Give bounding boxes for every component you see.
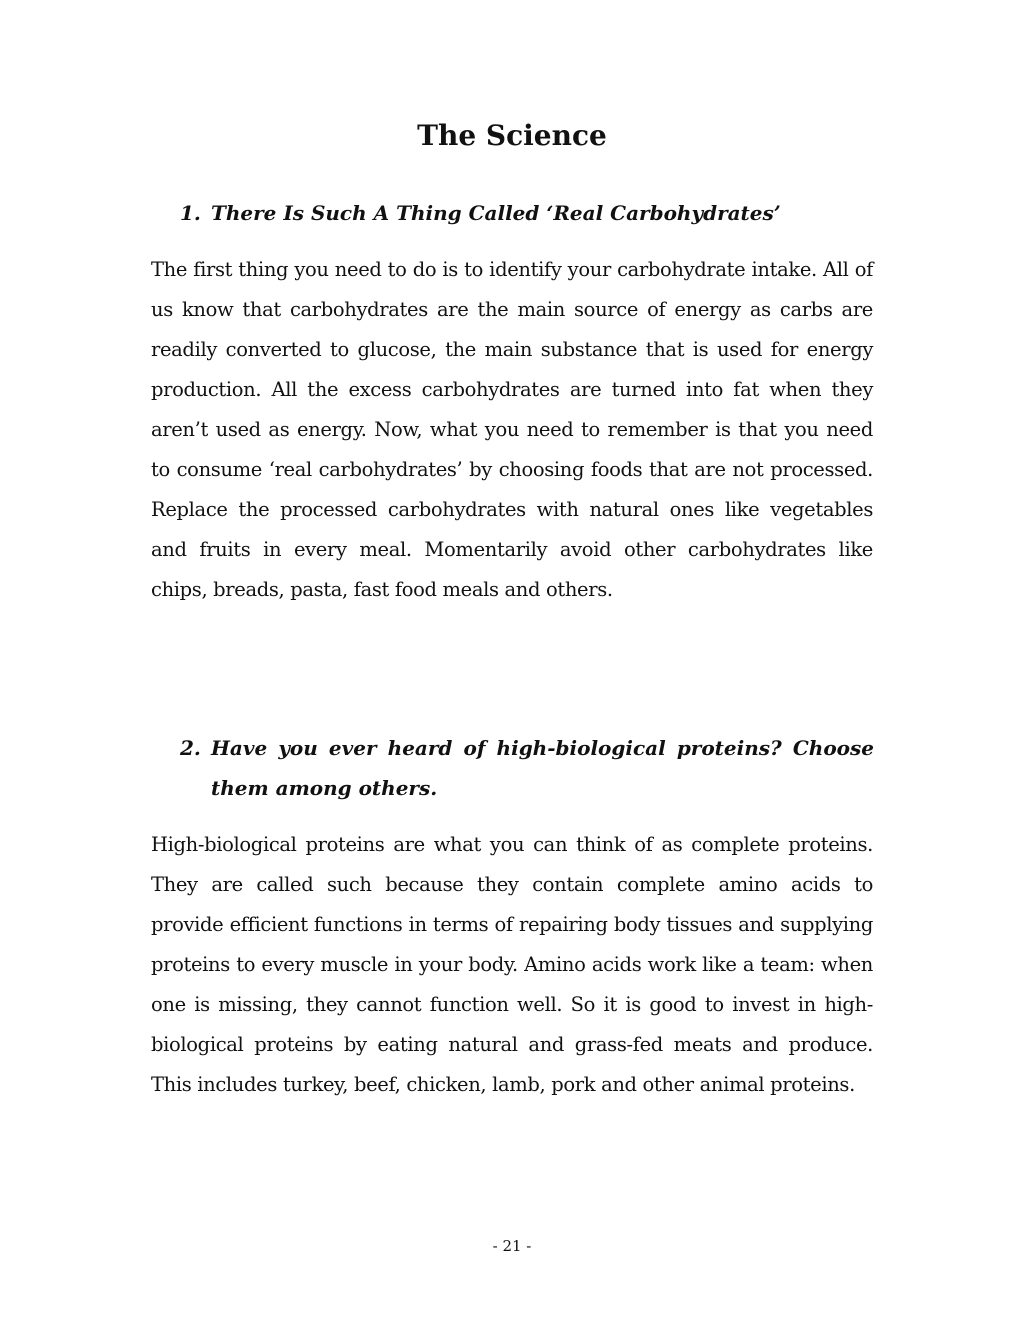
section-1-heading: [180, 193, 874, 233]
section-1-heading-text: There Is Such A Thing Called ‘Real Carbohydrates’: [211, 201, 781, 225]
section-1-number: 1.: [180, 201, 201, 225]
section-2-number: 2.: [180, 736, 201, 760]
section-2-body: High-biological proteins are what you can think of as complete proteins. They are called such because they contain complete amino acids to provide efficient functions in terms of repairing body tissues and supplying proteins to every muscle in your body. Amino acids work like a team: when one is missing, they cannot function well. So it is good to invest in high-biological proteins by eating natural and grass-fed meats and produce. This includes turkey, beef, chicken, lamb, pork and other animal proteins.: [151, 833, 873, 1096]
section-2-heading-text: Have you ever heard of high-biological proteins? Choose them among others.: [211, 736, 874, 800]
section-2-heading: [180, 728, 874, 808]
section-1-body: The first thing you need to do is to identify your carbohydrate intake. All of us know that carbohydrates are the main source of energy as carbs are readily converted to glucose, the main substance that is used for energy production. All the excess carbohydrates are turned into fat when they aren’t used as energy. Now, what you need to remember is that you need to consume ‘real carbohydrates’ by choosing foods that are not processed. Replace the processed carbohydrates with natural ones like vegetables and fruits in every meal. Momentarily avoid other carbohydrates like chips, breads, pasta, fast food meals and others.: [151, 258, 873, 601]
page-title: The Science: [417, 119, 607, 152]
page-number: - 21 -: [492, 1237, 532, 1255]
